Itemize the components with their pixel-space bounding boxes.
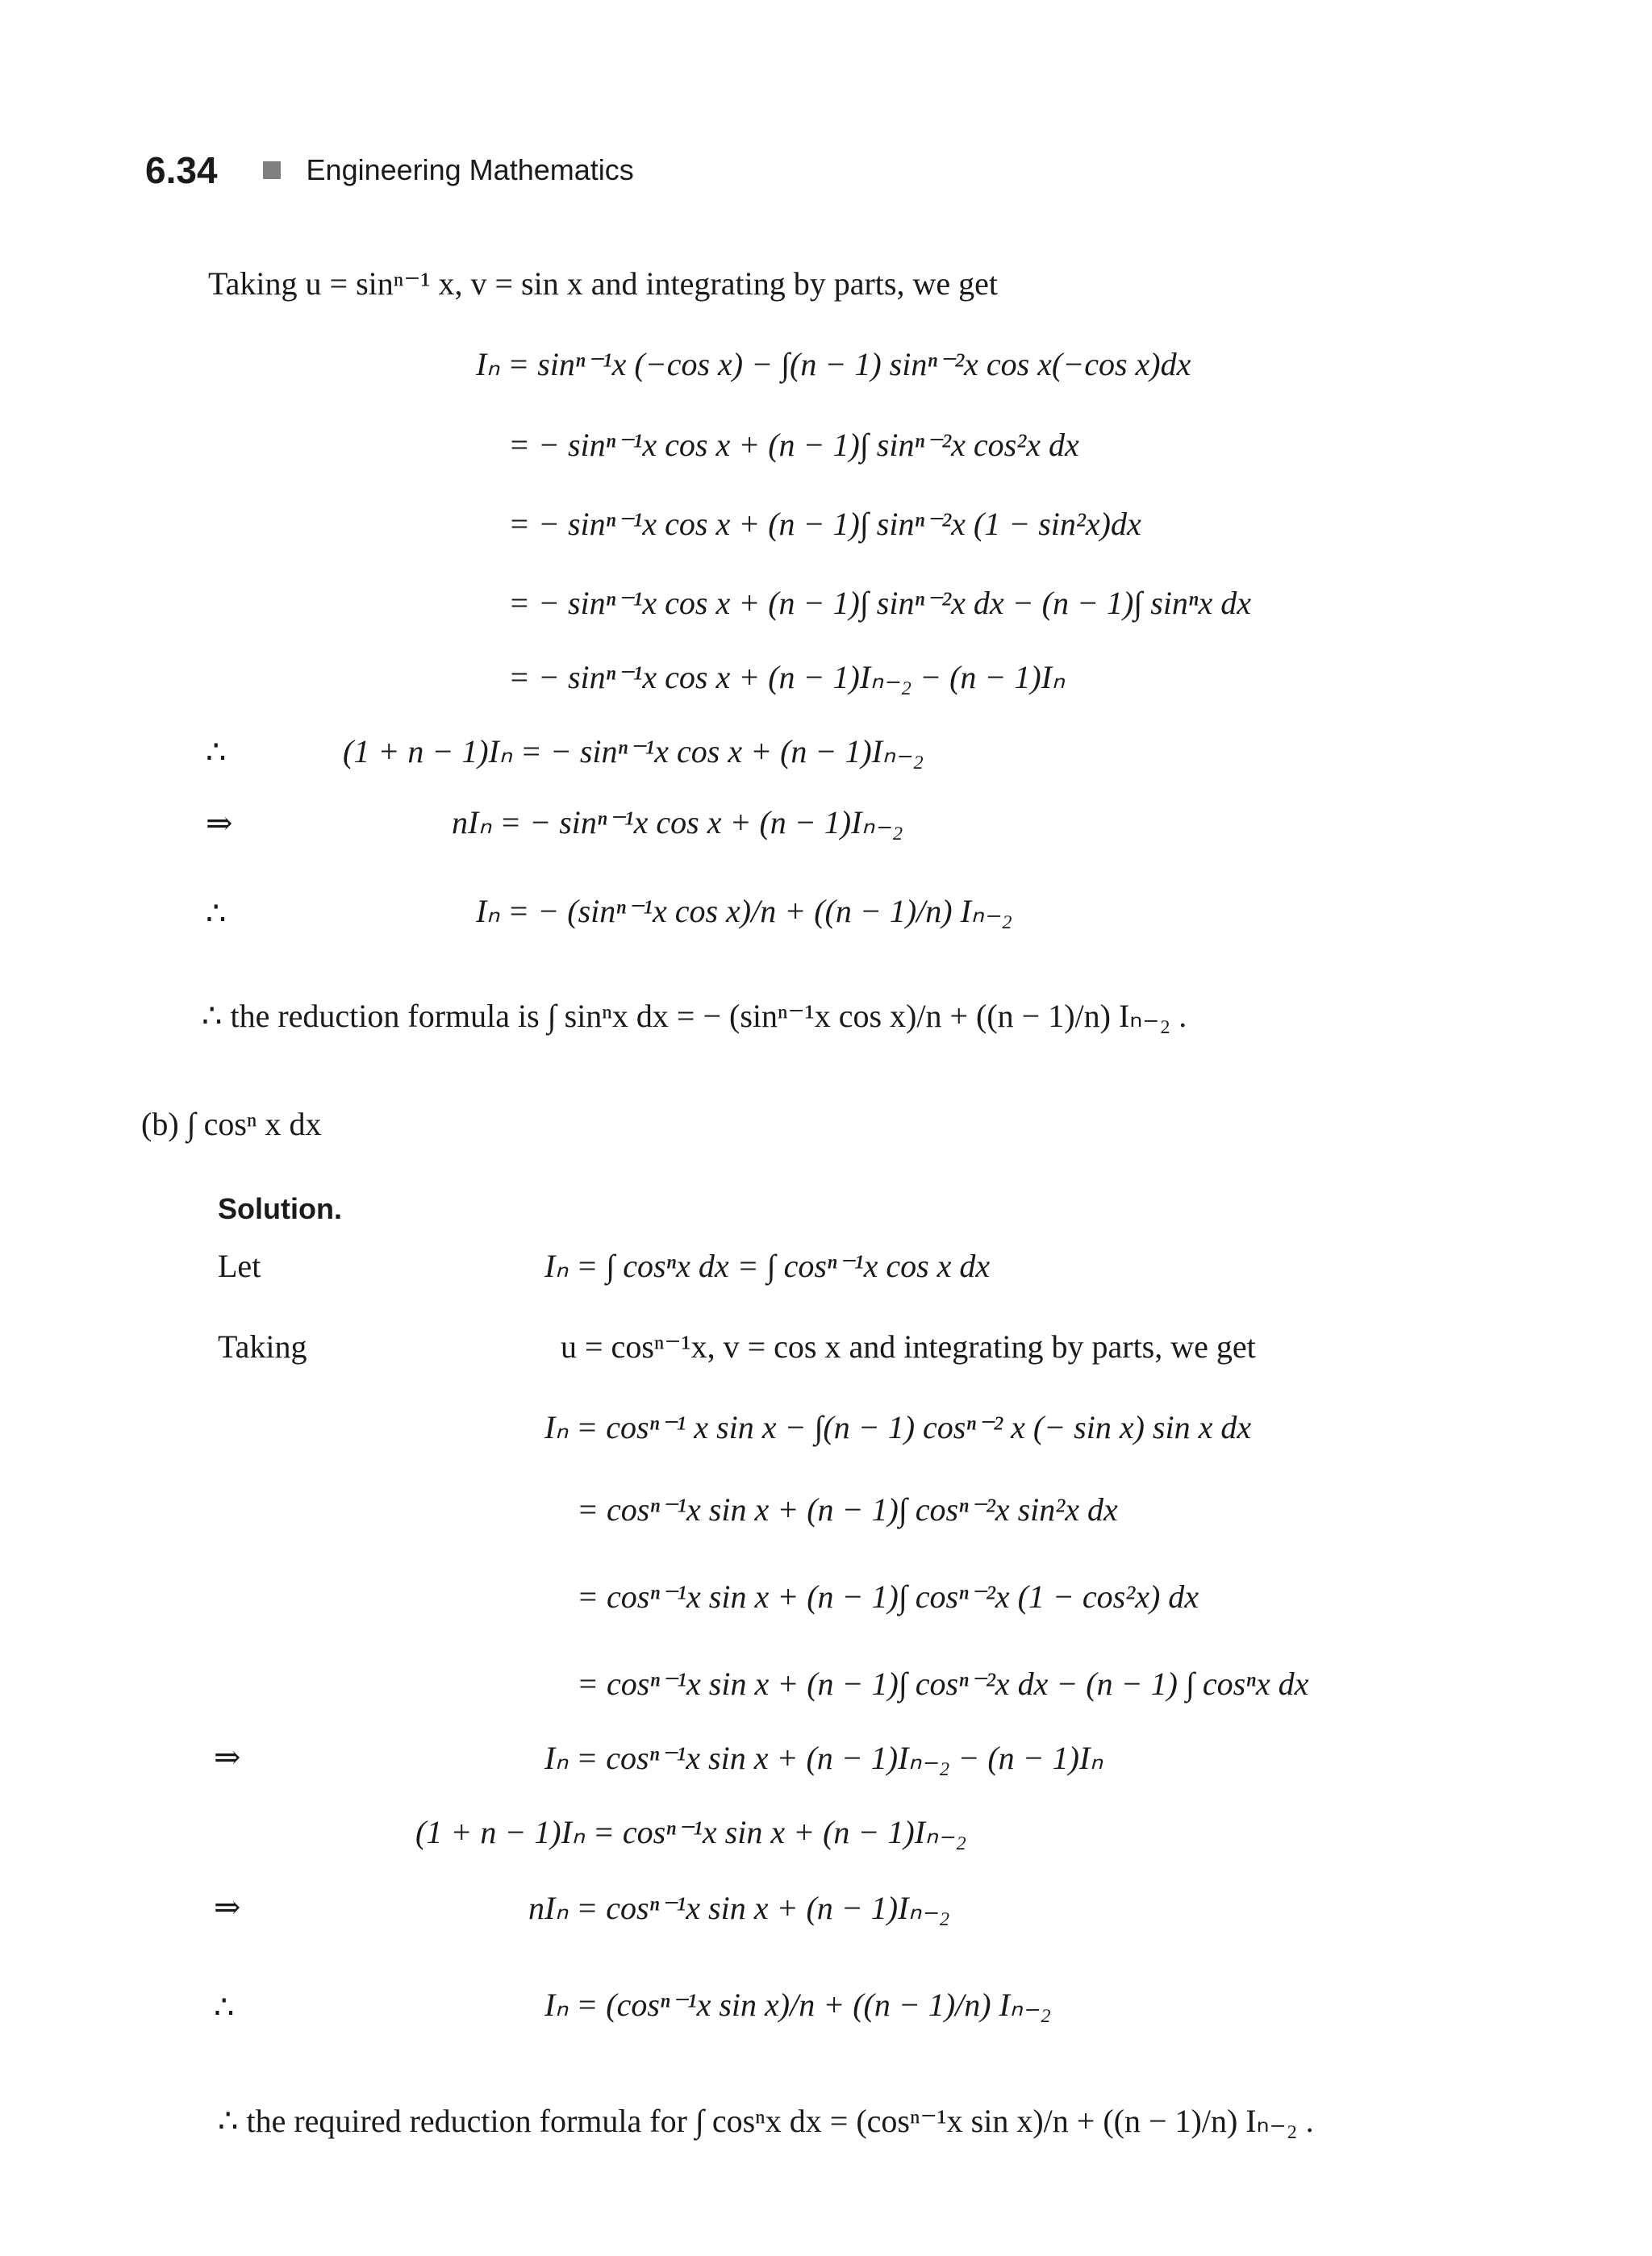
part-a-step-2: = − sinⁿ⁻¹x cos x + (n − 1)∫ sinⁿ⁻²x cos²x dx <box>508 427 1079 463</box>
part-b-let-word: Let <box>218 1248 261 1284</box>
part-b-step-3: = cosⁿ⁻¹x sin x + (n − 1)∫ cosⁿ⁻²x (1 − cos²x) dx <box>577 1578 1199 1615</box>
part-a-therefore-symbol-2: ∴ <box>206 895 227 932</box>
part-a-therefore-line-1: (1 + n − 1)Iₙ = − sinⁿ⁻¹x cos x + (n − 1)Iₙ₋₂ <box>343 733 924 769</box>
book-title: Engineering Mathematics <box>306 153 634 186</box>
part-b-label: (b) ∫ cosⁿ x dx <box>141 1106 322 1142</box>
part-b-taking-word: Taking <box>218 1328 307 1365</box>
part-b-therefore-symbol: ∴ <box>214 1989 235 2026</box>
header-square-icon <box>263 161 281 179</box>
part-b-implies-symbol-2: ⇒ <box>214 1889 241 1926</box>
part-b-step-4: = cosⁿ⁻¹x sin x + (n − 1)∫ cosⁿ⁻²x dx − (n − 1) ∫ cosⁿx dx <box>577 1666 1309 1702</box>
part-b-step-1: Iₙ = cosⁿ⁻¹ x sin x − ∫(n − 1) cosⁿ⁻² x (− sin x) sin x dx <box>544 1409 1252 1445</box>
part-a-implies-line-1: nIₙ = − sinⁿ⁻¹x cos x + (n − 1)Iₙ₋₂ <box>452 804 903 840</box>
part-a-step-3: = − sinⁿ⁻¹x cos x + (n − 1)∫ sinⁿ⁻²x (1 − sin²x)dx <box>508 506 1141 542</box>
part-b-step-8: Iₙ = (cosⁿ⁻¹x sin x)/n + ((n − 1)/n) Iₙ₋₂ <box>544 1987 1051 2023</box>
page-header <box>145 142 634 198</box>
part-b-step-7: nIₙ = cosⁿ⁻¹x sin x + (n − 1)Iₙ₋₂ <box>528 1890 950 1926</box>
part-a-conclusion: ∴ the reduction formula is ∫ sinⁿx dx = − (sinⁿ⁻¹x cos x)/n + ((n − 1)/n) Iₙ₋₂ . <box>202 998 1187 1034</box>
page-number: 6.34 <box>145 149 218 191</box>
part-b-step-2: = cosⁿ⁻¹x sin x + (n − 1)∫ cosⁿ⁻²x sin²x dx <box>577 1491 1118 1528</box>
part-b-let-expr: Iₙ = ∫ cosⁿx dx = ∫ cosⁿ⁻¹x cos x dx <box>544 1248 991 1284</box>
part-a-therefore-symbol-1: ∴ <box>206 734 227 771</box>
part-a-step-1: Iₙ = sinⁿ⁻¹x (−cos x) − ∫(n − 1) sinⁿ⁻²x cos x(−cos x)dx <box>476 346 1191 382</box>
part-b-step-5: Iₙ = cosⁿ⁻¹x sin x + (n − 1)Iₙ₋₂ − (n − 1)Iₙ <box>544 1740 1103 1776</box>
part-a-taking-line: Taking u = sinⁿ⁻¹ x, v = sin x and integrating by parts, we get <box>208 265 998 302</box>
part-a-implies-symbol-1: ⇒ <box>206 805 233 842</box>
part-a-step-4: = − sinⁿ⁻¹x cos x + (n − 1)∫ sinⁿ⁻²x dx − (n − 1)∫ sinⁿx dx <box>508 585 1252 621</box>
part-a-step-5: = − sinⁿ⁻¹x cos x + (n − 1)Iₙ₋₂ − (n − 1)Iₙ <box>508 659 1065 695</box>
part-b-step-6: (1 + n − 1)Iₙ = cosⁿ⁻¹x sin x + (n − 1)Iₙ₋₂ <box>415 1814 966 1850</box>
part-b-implies-symbol-1: ⇒ <box>214 1739 241 1776</box>
solution-heading: Solution. <box>218 1192 342 1225</box>
part-b-conclusion: ∴ the required reduction formula for ∫ cosⁿx dx = (cosⁿ⁻¹x sin x)/n + ((n − 1)/n) Iₙ₋₂ . <box>218 2103 1314 2139</box>
part-a-therefore-line-2: Iₙ = − (sinⁿ⁻¹x cos x)/n + ((n − 1)/n) Iₙ₋₂ <box>476 893 1012 929</box>
part-b-taking-expr: u = cosⁿ⁻¹x, v = cos x and integrating by parts, we get <box>561 1328 1256 1365</box>
